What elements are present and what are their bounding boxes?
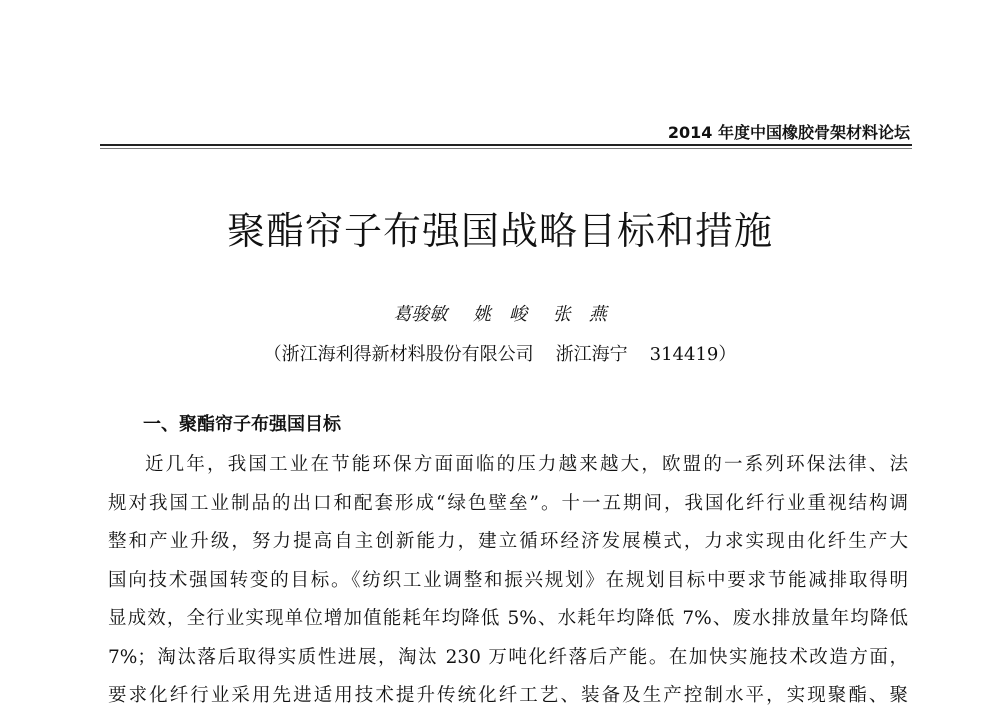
author-list xyxy=(0,300,1000,326)
affiliation-postcode: 314419） xyxy=(649,344,737,365)
running-head: 2014 年度中国橡胶骨架材料论坛 xyxy=(667,123,910,142)
section-heading: 一、聚酯帘子布强国目标 xyxy=(143,414,341,435)
author-name: 葛骏敏 xyxy=(393,304,448,325)
body-line: 要求化纤行业采用先进适用技术提升传统化纤工艺、装备及生产控制水平，实现聚酯、聚 xyxy=(108,685,908,706)
paper-title: 聚酯帘子布强国战略目标和措施 xyxy=(226,209,773,253)
body-line: 显成效，全行业实现单位增加值能耗年均降低 5%、水耗年均降低 7%、废水排放量年均降低 xyxy=(108,608,908,629)
body-line: 7%；淘汰落后取得实质性进展，淘汰 230 万吨化纤落后产能。在加快实施技术改造方面， xyxy=(108,646,908,668)
body-line: 国向技术强国转变的目标。《纺织工业调整和振兴规划》在规划目标中要求节能减排取得明 xyxy=(108,569,908,591)
affiliation-place: 浙江海宁 xyxy=(555,344,628,365)
header-rule-thin xyxy=(100,148,912,149)
author-name: 姚 峻 xyxy=(473,304,527,325)
affiliation xyxy=(0,340,1000,366)
body-line: 规对我国工业制品的出口和配套形成“绿色壁垒”。十一五期间，我国化纤行业重视结构调 xyxy=(108,492,908,514)
body-line: 近几年，我国工业在节能环保方面面临的压力越来越大，欧盟的一系列环保法律、法 xyxy=(145,454,908,475)
header-rule-thick xyxy=(100,144,912,146)
affiliation-org: （浙江海利得新材料股份有限公司 xyxy=(263,344,534,365)
body-line: 整和产业升级，努力提高自主创新能力，建立循环经济发展模式，力求实现由化纤生产大 xyxy=(108,531,908,552)
author-name: 张 燕 xyxy=(552,304,607,325)
body-paragraph xyxy=(108,446,908,716)
